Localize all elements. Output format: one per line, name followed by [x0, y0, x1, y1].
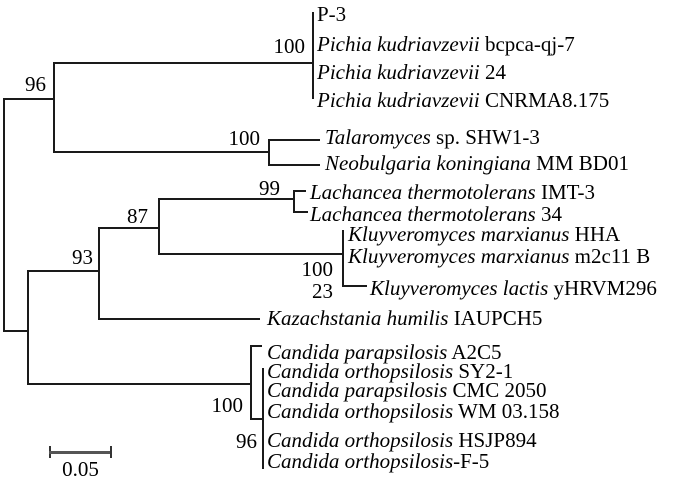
tree-branch: [3, 98, 5, 332]
taxon-species-italic: Pichia kudriavzevii: [317, 32, 480, 56]
taxon-species-italic: Kluyveromyces lactis: [370, 276, 549, 300]
tree-branch: [98, 227, 100, 320]
tree-branch: [342, 230, 344, 287]
taxon-species-italic: Pichia kudriavzevii: [317, 88, 480, 112]
tree-branch: [27, 270, 100, 272]
taxon-label: [348, 222, 620, 246]
taxon-species-italic: Candida orthopsilosis: [267, 399, 454, 423]
tree-branch: [293, 211, 308, 213]
taxon-label: [317, 60, 506, 84]
bootstrap-value: 99: [259, 176, 280, 200]
taxon-label: [325, 151, 629, 175]
tree-branch: [250, 345, 262, 347]
taxon-strain: CNRMA8.175: [479, 88, 610, 112]
taxon-strain: MM BD01: [530, 151, 629, 175]
taxon-strain: P-3: [317, 2, 347, 26]
taxon-strain: HHA: [569, 222, 621, 246]
tree-branch: [342, 285, 367, 287]
taxon-strain: sp. SHW1-3: [430, 125, 540, 149]
tree-branch: [27, 270, 29, 385]
taxon-label: [317, 88, 609, 112]
taxon-label: [348, 244, 650, 268]
tree-branch: [250, 418, 264, 420]
tree-branch: [268, 139, 320, 141]
bootstrap-value: 93: [72, 245, 93, 269]
taxon-label: [370, 276, 657, 300]
tree-branch: [3, 330, 29, 332]
taxon-label: [267, 399, 560, 423]
tree-branch: [293, 190, 295, 213]
taxon-strain: A2C5: [447, 340, 502, 364]
taxon-strain: WM 03.158: [453, 399, 560, 423]
taxon-strain: IAUPCH5: [448, 306, 543, 330]
bootstrap-value: 23: [312, 279, 333, 303]
bootstrap-value: 87: [127, 204, 148, 228]
taxon-label: [267, 449, 489, 473]
bootstrap-value: 100: [228, 126, 260, 150]
taxon-strain: CMC 2050: [447, 378, 547, 402]
tree-branch: [293, 190, 306, 192]
scale-bar: [49, 446, 112, 480]
taxon-label: [325, 125, 540, 149]
taxon-species-italic: Kluyveromyces marxianus: [348, 222, 570, 246]
taxon-species-italic: Candida parapsilosis: [267, 378, 448, 402]
tree-branch: [27, 383, 252, 385]
tree-branch: [53, 151, 270, 153]
taxon-strain: 24: [479, 60, 506, 84]
bootstrap-value: 96: [25, 72, 46, 96]
taxon-species-italic: Kazachstania humilis: [267, 306, 449, 330]
taxon-strain: SY2-1: [453, 359, 514, 383]
taxon-species-italic: Neobulgaria koningiana: [325, 151, 531, 175]
taxon-label: [317, 2, 346, 26]
taxon-species-italic: Kluyveromyces marxianus: [348, 244, 570, 268]
taxon-species-italic: Candida orthopsilosis: [267, 449, 454, 473]
taxon-label: [317, 32, 575, 56]
taxon-label: [310, 180, 595, 204]
taxon-species-italic: Lachancea thermotolerans: [310, 202, 536, 226]
taxon-strain: m2c11 B: [569, 244, 651, 268]
taxon-species-italic: Talaromyces: [325, 125, 431, 149]
taxon-species-italic: Pichia kudriavzevii: [317, 60, 480, 84]
taxon-species-italic: Candida parapsilosis: [267, 340, 448, 364]
bootstrap-value: 100: [273, 34, 305, 58]
taxon-strain: 34: [535, 202, 562, 226]
scale-bar-line: [49, 451, 112, 454]
taxon-species-italic: Candida orthopsilosis: [267, 359, 454, 383]
tree-branch: [268, 164, 320, 166]
taxon-strain: yHRVM296: [548, 276, 657, 300]
tree-branch: [53, 62, 55, 153]
bootstrap-value: 96: [236, 429, 257, 453]
tree-branch: [53, 62, 314, 64]
taxon-label: [267, 306, 542, 330]
tree-branch: [158, 253, 344, 255]
bootstrap-value: 100: [301, 257, 333, 281]
taxon-species-italic: Candida orthopsilosis: [267, 428, 454, 452]
taxon-strain: -F-5: [453, 449, 490, 473]
taxon-strain: HSJP894: [453, 428, 537, 452]
tree-branch: [312, 12, 314, 99]
bootstrap-value: 100: [211, 393, 243, 417]
taxon-species-italic: Lachancea thermotolerans: [310, 180, 536, 204]
taxon-strain: bcpca-qj-7: [479, 32, 575, 56]
tree-branch: [3, 98, 55, 100]
scale-bar-label: 0.05: [62, 457, 99, 481]
tree-branch: [98, 318, 260, 320]
taxon-strain: IMT-3: [535, 180, 596, 204]
